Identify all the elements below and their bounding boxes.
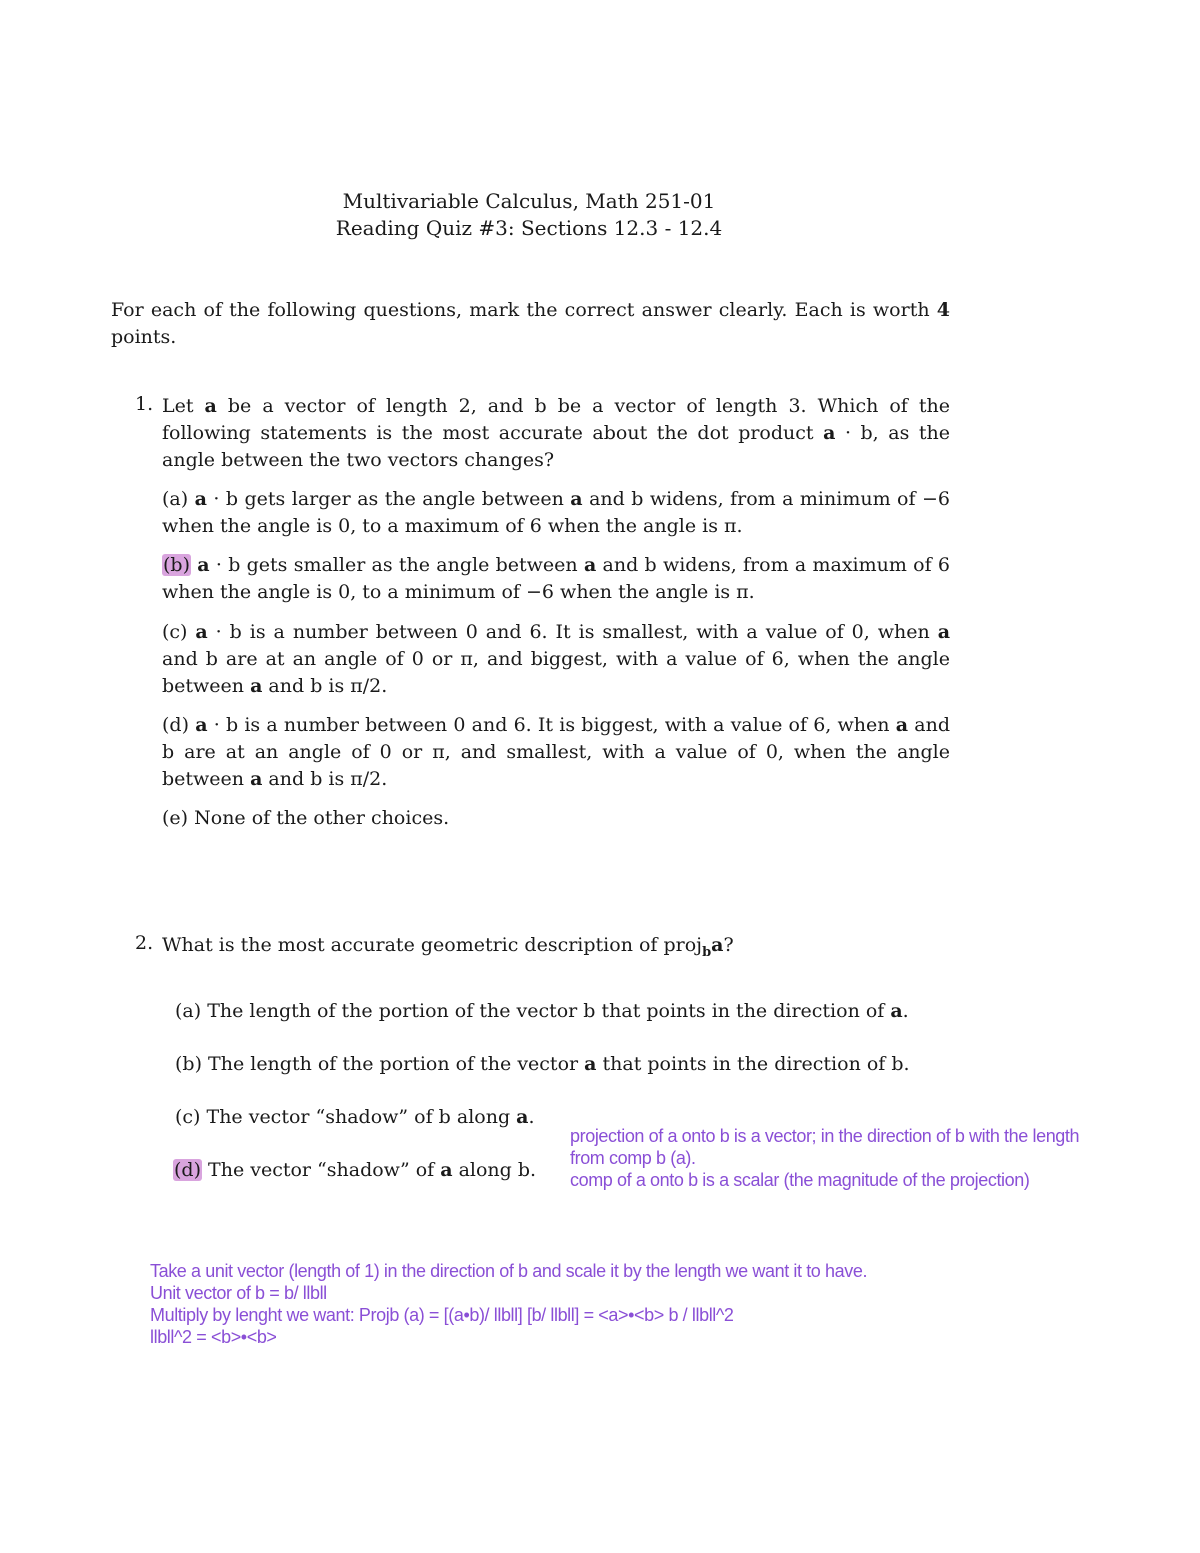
side-annotation: [570, 1125, 1180, 1191]
q1-stem: Let a be a vector of length 2, and b be a vector of length 3. Which of the following statements is the most accurate about the dot product a · b, as the angle between the two vectors changes?: [162, 395, 950, 471]
instructions-tail: points.: [111, 326, 177, 348]
annotation-line: from comp b (a).: [570, 1148, 696, 1168]
q2-option-d[interactable]: (d) The vector “shadow” of a along b.: [174, 1159, 537, 1181]
bottom-annotation: [150, 1260, 1050, 1348]
q1-option-a[interactable]: (a) a · b gets larger as the angle between a and b widens, from a minimum of −6 when the angle is 0, to a maximum of 6 when the angle is π.: [162, 488, 950, 537]
q1-option-e[interactable]: (e) None of the other choices.: [162, 807, 450, 829]
q1-number: 1.: [135, 393, 154, 415]
annotation-line: comp of a onto b is a scalar (the magnitude of the projection): [570, 1170, 1030, 1190]
instructions: [111, 297, 950, 351]
q2-number: 2.: [135, 932, 154, 954]
points-value: 4: [936, 299, 951, 321]
quiz-title: Reading Quiz #3: Sections 12.3 - 12.4: [335, 216, 723, 240]
q2-option-a[interactable]: (a) The length of the portion of the vector b that points in the direction of a.: [175, 1000, 909, 1022]
annotation-line: Multiply by lenght we want: Projb (a) = [(a•b)/ llbll] [b/ llbll] = <a>•<b> b / llbll^2: [150, 1305, 734, 1325]
q2-stem: What is the most accurate geometric description of proj$_b$a?: [162, 934, 734, 960]
course-title: Multivariable Calculus, Math 251-01: [342, 189, 716, 213]
q1-option-c[interactable]: (c) a · b is a number between 0 and 6. It is smallest, with a value of 0, when a and b are at an angle of 0 or π, and biggest, with a value of 6, when the angle between a and b is π/2.: [162, 621, 950, 697]
option-label: (a): [175, 1000, 202, 1022]
q2-option-b[interactable]: (b) The length of the portion of the vector a that points in the direction of b.: [175, 1053, 910, 1075]
option-label: (c): [175, 1106, 201, 1128]
annotation-line: Take a unit vector (length of 1) in the direction of b and scale it by the length we want it to have.: [150, 1261, 868, 1281]
option-label: (e): [162, 807, 189, 829]
annotation-line: llbll^2 = <b>•<b>: [150, 1327, 277, 1347]
annotation-line: Unit vector of b = b/ llbll: [150, 1283, 327, 1303]
selected-answer-highlight: (d): [174, 1159, 201, 1181]
selected-answer-highlight: (b): [163, 554, 190, 576]
q2-option-c[interactable]: (c) The vector “shadow” of b along a.: [175, 1106, 535, 1128]
annotation-line: projection of a onto b is a vector; in the direction of b with the length: [570, 1126, 1080, 1146]
option-label: (c): [162, 621, 188, 643]
option-label: (b): [175, 1053, 202, 1075]
option-label: (d): [162, 714, 189, 736]
q1-option-b[interactable]: (b) a · b gets smaller as the angle between a and b widens, from a maximum of 6 when the angle is 0, to a minimum of −6 when the angle is π.: [162, 554, 950, 603]
option-label: (a): [162, 488, 189, 510]
q1-option-d[interactable]: (d) a · b is a number between 0 and 6. It is biggest, with a value of 6, when a and b are at an angle of 0 or π, and smallest, with a value of 0, when the angle between a and b is π/2.: [162, 714, 950, 790]
instructions-text: For each of the following questions, mark the correct answer clearly. Each is worth: [111, 299, 930, 321]
